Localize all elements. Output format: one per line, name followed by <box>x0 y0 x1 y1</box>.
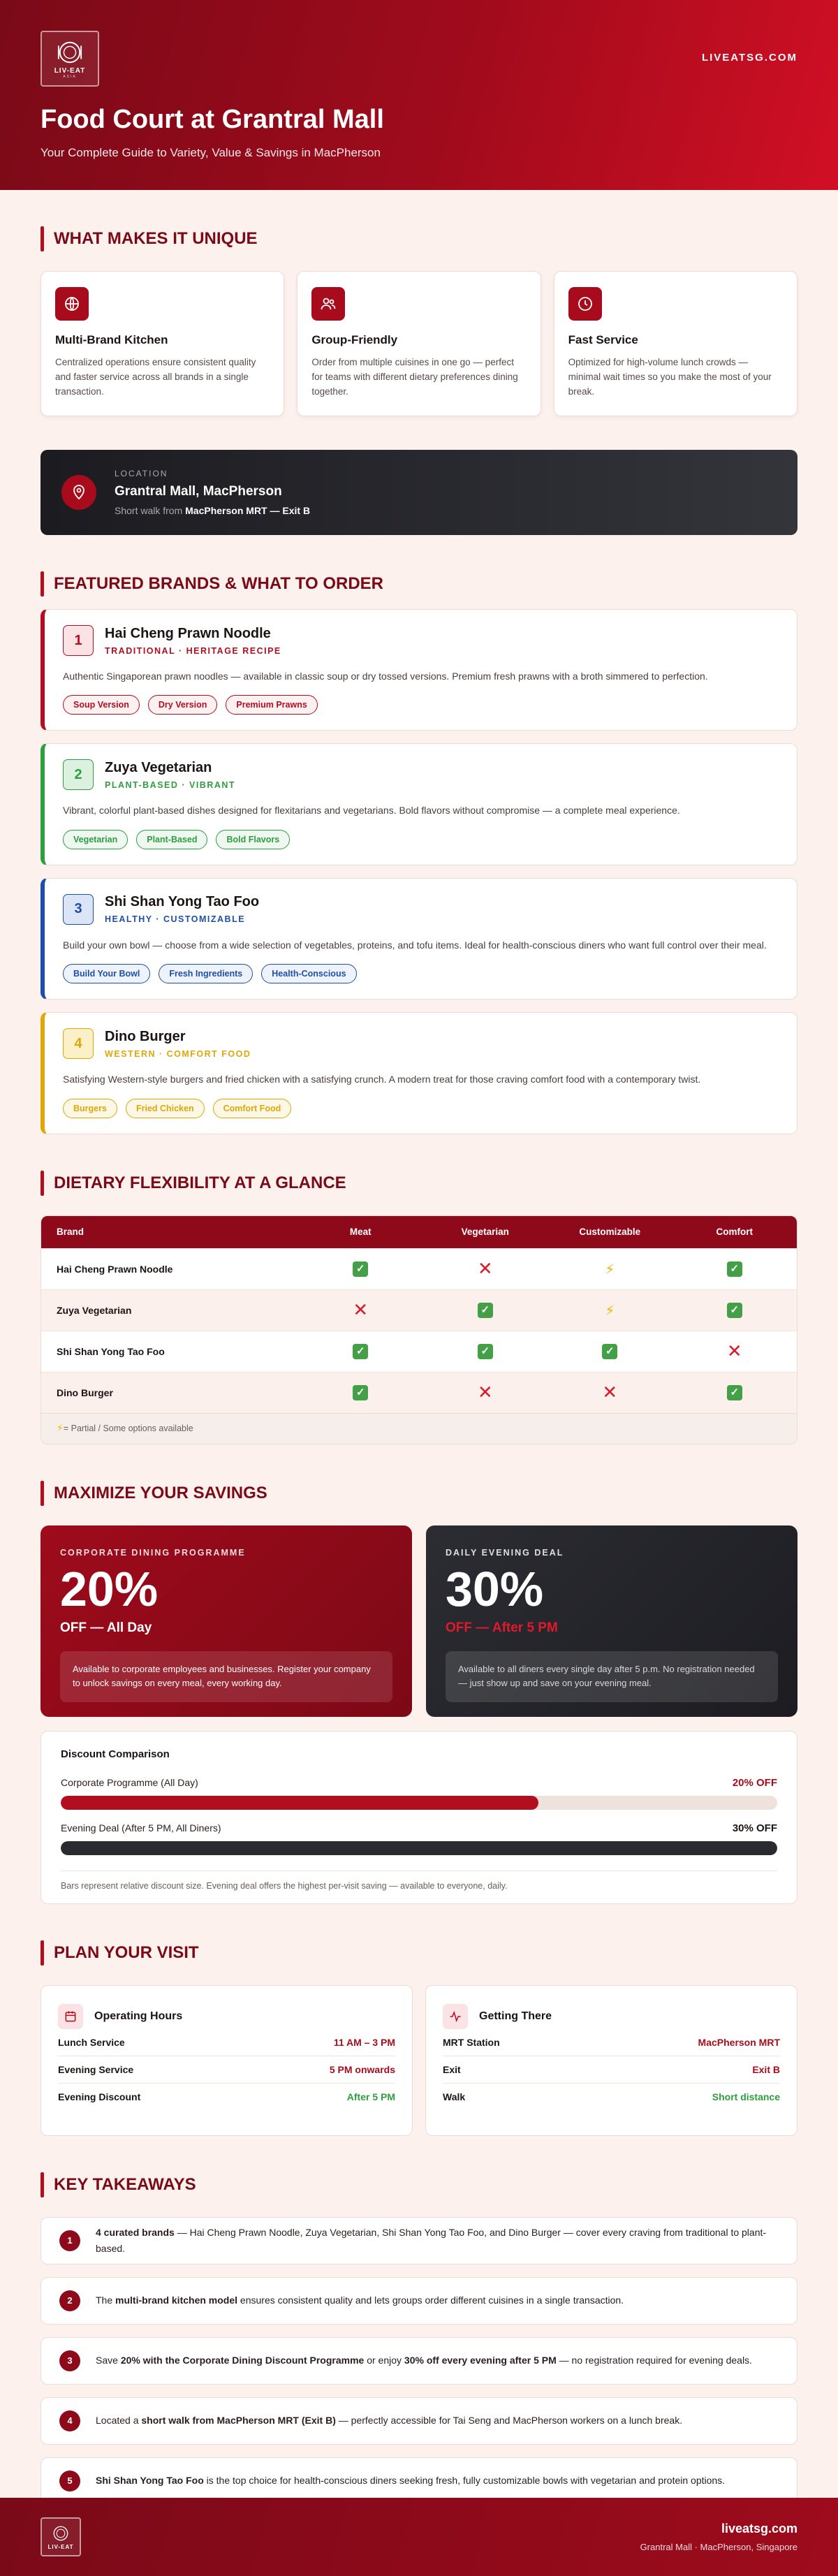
cross-icon: ✕ <box>477 1382 493 1403</box>
section-title-savings <box>41 1481 797 1506</box>
cross-icon: ✕ <box>602 1382 618 1403</box>
footer-logo[interactable] <box>41 2517 81 2556</box>
card-head <box>58 2004 395 2029</box>
brand-tagline: WESTERN · COMFORT FOOD <box>105 1048 251 1059</box>
info-value: 5 PM onwards <box>329 2063 395 2075</box>
comparison-row <box>61 1822 777 1855</box>
footer-url[interactable]: liveatsg.com <box>721 2522 797 2535</box>
lightning-icon: ⚡ <box>57 1423 64 1435</box>
info-row <box>58 2029 395 2056</box>
comparison-rows <box>61 1777 777 1855</box>
brands-list <box>41 609 797 1134</box>
section-title-text: KEY TAKEAWAYS <box>54 2174 196 2194</box>
info-key: MRT Station <box>443 2036 500 2048</box>
deal-desc: Available to all diners every single day after 5 p.m. No registration needed — just show up and save on your evening meal. <box>446 1651 778 1703</box>
brand-tag: Build Your Bowl <box>63 964 150 983</box>
table-row <box>41 1331 797 1372</box>
brand-tagline: PLANT-BASED · VIBRANT <box>105 780 236 790</box>
brand-head <box>63 759 779 790</box>
check-icon: ✓ <box>727 1261 742 1277</box>
dietary-table <box>41 1215 797 1444</box>
check-icon: ✓ <box>602 1344 617 1359</box>
section-bar <box>41 1940 44 1966</box>
brand-tag: Bold Flavors <box>216 830 290 849</box>
brand-number: 2 <box>63 759 94 790</box>
section-title-text: FEATURED BRANDS & WHAT TO ORDER <box>54 574 383 593</box>
comparison-label: Corporate Programme (All Day) <box>61 1776 198 1788</box>
site-link[interactable]: LIVEATSG.COM <box>701 52 797 64</box>
cross-icon: ✕ <box>726 1340 742 1362</box>
unique-card-text: Order from multiple cuisines in one go — perfect for teams with different dietary preferences dining together. <box>311 357 518 397</box>
takeaway-number: 2 <box>59 2290 80 2311</box>
takeaway-number: 5 <box>59 2471 80 2491</box>
table-row <box>41 1372 797 1413</box>
unique-card-multi-brand <box>41 271 284 416</box>
table-row <box>41 1248 797 1289</box>
brand-tags <box>63 830 779 849</box>
section-bar <box>41 571 44 597</box>
cross-icon: ✕ <box>477 1258 493 1280</box>
brand-tag: Burgers <box>63 1099 117 1118</box>
takeaway-item <box>41 2217 797 2264</box>
table-cell <box>672 1261 797 1277</box>
unique-card-fast <box>554 271 797 416</box>
section-title-text: PLAN YOUR VISIT <box>54 1942 199 1962</box>
section-title-unique <box>41 226 797 251</box>
brand-tag: Dry Version <box>148 695 217 715</box>
brand-head <box>63 894 779 925</box>
check-icon: ✓ <box>727 1385 742 1400</box>
comparison-fill <box>61 1796 538 1810</box>
table-cell <box>298 1261 422 1277</box>
brand-number: 4 <box>63 1028 94 1059</box>
table-cell <box>298 1344 422 1359</box>
section-bar <box>41 1481 44 1506</box>
table-cell <box>423 1258 547 1280</box>
unique-card-text: Centralized operations ensure consistent quality and faster service across all brands in a single transaction. <box>55 357 256 397</box>
brand-description: Build your own bowl — choose from a wide selection of vegetables, proteins, and tofu items. Ideal for health-conscious diners who want full control over their meal. <box>63 939 767 951</box>
table-cell <box>547 1261 672 1277</box>
deal-off: OFF — After 5 PM <box>446 1620 558 1635</box>
takeaway-item <box>41 2337 797 2385</box>
card-head <box>443 2004 780 2029</box>
corporate-deal-card <box>41 1525 412 1717</box>
discount-comparison <box>41 1731 797 1904</box>
takeaways-list <box>41 2217 797 2505</box>
takeaway-text: Save 20% with the Corporate Dining Discount Programme or enjoy 30% off every evening after 5 PM — no registration required for evening deals. <box>96 2355 752 2366</box>
unique-card-text: Optimized for high-volume lunch crowds — minimal wait times so you make the most of your break. <box>568 357 772 397</box>
brand-tag: Plant-Based <box>136 830 207 849</box>
info-value: After 5 PM <box>346 2091 395 2102</box>
unique-card-title: Group-Friendly <box>311 333 398 346</box>
lightning-icon: ⚡ <box>605 1260 615 1278</box>
comparison-foot: Bars represent relative discount size. Evening deal offers the highest per-visit saving — available to everyone, daily. <box>61 1871 777 1891</box>
info-row <box>58 2084 395 2110</box>
takeaway-text: Located a short walk from MacPherson MRT (Exit B) — perfectly accessible for Tai Seng and MacPherson workers on a lunch break. <box>96 2415 683 2427</box>
cross-icon: ✕ <box>353 1299 369 1321</box>
comparison-percent: 20% OFF <box>732 1776 777 1789</box>
comparison-label: Evening Deal (After 5 PM, All Diners) <box>61 1822 221 1834</box>
takeaway-item <box>41 2397 797 2445</box>
brand-tags <box>63 1099 779 1118</box>
check-icon: ✓ <box>353 1344 368 1359</box>
comparison-row <box>61 1777 777 1810</box>
brand-tag: Fried Chicken <box>126 1099 205 1118</box>
savings-cards <box>41 1525 797 1717</box>
page-title: Food Court at Grantral Mall <box>41 105 384 134</box>
brand-description: Authentic Singaporean prawn noodles — available in classic soup or dry tossed versions. Premium fresh prawns with a broth simmered to perfection. <box>63 671 708 682</box>
takeaway-number: 4 <box>59 2410 80 2431</box>
takeaway-number: 1 <box>59 2230 80 2251</box>
table-header-cell: Comfort <box>716 1227 753 1238</box>
group-icon <box>311 287 345 321</box>
info-row <box>58 2056 395 2084</box>
table-cell-brand: Dino Burger <box>57 1386 113 1398</box>
operating-hours-card <box>41 1985 413 2136</box>
info-row <box>443 2056 780 2084</box>
comparison-fill <box>61 1841 777 1855</box>
deal-label: CORPORATE DINING PROGRAMME <box>60 1547 246 1558</box>
table-cell <box>423 1344 547 1359</box>
info-key: Exit <box>443 2063 461 2075</box>
deal-label: DAILY EVENING DEAL <box>446 1547 564 1558</box>
location-banner <box>41 450 797 535</box>
info-value: MacPherson MRT <box>698 2036 780 2048</box>
section-title-brands <box>41 571 797 597</box>
table-cell <box>672 1385 797 1400</box>
brand-name: Dino Burger <box>105 1028 186 1044</box>
table-header-cell: Meat <box>349 1227 372 1238</box>
section-bar <box>41 2172 44 2197</box>
info-row <box>443 2084 780 2110</box>
table-row <box>41 1289 797 1331</box>
table-header-cell: Brand <box>57 1227 84 1238</box>
main-content <box>0 226 838 2505</box>
info-key: Evening Discount <box>58 2091 141 2102</box>
brand-tag: Premium Prawns <box>226 695 317 715</box>
lightning-icon: ⚡ <box>605 1301 615 1319</box>
table-cell-brand: Zuya Vegetarian <box>57 1304 132 1316</box>
info-value: Short distance <box>712 2091 780 2102</box>
takeaway-item <box>41 2277 797 2325</box>
brand-tags <box>63 695 779 715</box>
comparison-row-head <box>61 1777 777 1789</box>
logo-text: LIV-EAT <box>54 66 86 75</box>
brand-tag: Vegetarian <box>63 830 128 849</box>
check-icon: ✓ <box>478 1303 493 1318</box>
deal-off: OFF — All Day <box>60 1620 152 1635</box>
brand-name: Hai Cheng Prawn Noodle <box>105 625 271 641</box>
info-value: 11 AM – 3 PM <box>333 2036 395 2048</box>
brand-tagline: HEALTHY · CUSTOMIZABLE <box>105 914 246 925</box>
info-key: Walk <box>443 2091 466 2102</box>
table-header <box>41 1216 797 1248</box>
getting-there-card <box>425 1985 797 2136</box>
calendar-icon <box>58 2004 83 2029</box>
logo-text: LIV-EAT <box>47 2543 74 2550</box>
section-bar <box>41 1171 44 1196</box>
header <box>0 0 838 190</box>
card-title: Getting There <box>479 2010 552 2022</box>
table-header-cell: Customizable <box>579 1227 641 1238</box>
brand-head <box>63 625 779 656</box>
section-title-takeaways <box>41 2172 797 2197</box>
logo[interactable] <box>41 31 99 87</box>
brand-head <box>63 1028 779 1059</box>
takeaway-number: 3 <box>59 2350 80 2371</box>
brand-card <box>41 609 797 731</box>
footer <box>0 2498 838 2576</box>
logo-icon <box>52 2524 70 2542</box>
brand-description: Satisfying Western-style burgers and fried chicken with a satisfying crunch. A modern treat for those craving comfort food with a contemporary twist. <box>63 1074 701 1085</box>
table-cell <box>423 1303 547 1318</box>
brand-number: 3 <box>63 894 94 925</box>
table-note: ⚡ = Partial / Some options available <box>41 1413 797 1444</box>
evening-deal-card <box>426 1525 797 1717</box>
brand-tagline: TRADITIONAL · HERITAGE RECIPE <box>105 645 281 656</box>
deal-desc: Available to corporate employees and businesses. Register your company to unlock savings on every meal, every working day. <box>60 1651 392 1703</box>
section-title-text: MAXIMIZE YOUR SAVINGS <box>54 1483 267 1502</box>
check-icon: ✓ <box>353 1261 368 1277</box>
brand-card <box>41 1012 797 1134</box>
comparison-track <box>61 1841 777 1855</box>
page-subtitle: Your Complete Guide to Variety, Value & Savings in MacPherson <box>41 146 381 159</box>
brand-number: 1 <box>63 625 94 656</box>
comparison-row-head <box>61 1822 777 1834</box>
info-key: Lunch Service <box>58 2036 125 2048</box>
takeaway-text: 4 curated brands — Hai Cheng Prawn Noodle, Zuya Vegetarian, Shi Shan Yong Tao Foo, and Dino Burger — cover every craving from traditional to plant-based. <box>96 2227 767 2254</box>
section-title-dietary <box>41 1171 797 1196</box>
brand-name: Shi Shan Yong Tao Foo <box>105 894 260 910</box>
section-bar <box>41 226 44 251</box>
table-cell <box>672 1303 797 1318</box>
takeaway-text: Shi Shan Yong Tao Foo is the top choice for health-conscious diners seeking fresh, fully customizable bowls with vegetarian and protein options. <box>96 2475 726 2487</box>
brand-tag: Health-Conscious <box>261 964 356 983</box>
info-value: Exit B <box>752 2063 780 2075</box>
comparison-percent: 30% OFF <box>732 1822 777 1834</box>
location-walk: Short walk from MacPherson MRT — Exit B <box>115 505 311 516</box>
table-cell <box>547 1344 672 1359</box>
check-icon: ✓ <box>478 1344 493 1359</box>
activity-icon <box>443 2004 468 2029</box>
table-cell <box>298 1299 422 1321</box>
footer-address: Grantral Mall · MacPherson, Singapore <box>640 2542 797 2552</box>
brand-description: Vibrant, colorful plant-based dishes designed for flexitarians and vegetarians. Bold flavors without compromise — a complete meal experience. <box>63 805 680 817</box>
deal-percent: 20% <box>60 1561 159 1616</box>
brand-card <box>41 743 797 865</box>
brand-tag: Fresh Ingredients <box>159 964 253 983</box>
table-cell <box>423 1382 547 1403</box>
brand-name: Zuya Vegetarian <box>105 759 212 775</box>
info-row <box>443 2029 780 2056</box>
unique-card-title: Fast Service <box>568 333 638 346</box>
check-icon: ✓ <box>353 1385 368 1400</box>
table-cell-brand: Hai Cheng Prawn Noodle <box>57 1263 173 1275</box>
visit-cards <box>41 1985 797 2136</box>
clock-icon <box>568 287 602 321</box>
table-header-cell: Vegetarian <box>461 1227 509 1238</box>
deal-percent: 30% <box>446 1561 544 1616</box>
table-cell <box>298 1385 422 1400</box>
map-pin-icon <box>61 475 96 510</box>
unique-card-group <box>297 271 541 416</box>
logo-icon <box>57 39 83 66</box>
takeaway-text: The multi-brand kitchen model ensures consistent quality and lets groups order different cuisines in a single transaction. <box>96 2295 624 2306</box>
section-title-text: DIETARY FLEXIBILITY AT A GLANCE <box>54 1173 346 1192</box>
globe-icon <box>55 287 89 321</box>
table-cell <box>672 1340 797 1362</box>
table-cell <box>547 1303 672 1318</box>
section-title-visit <box>41 1940 797 1966</box>
card-title: Operating Hours <box>94 2010 183 2022</box>
brand-tag: Comfort Food <box>213 1099 292 1118</box>
unique-grid <box>41 271 797 416</box>
brand-card <box>41 878 797 1000</box>
table-cell <box>547 1382 672 1403</box>
location-title: Grantral Mall, MacPherson <box>115 484 282 499</box>
table-cell-brand: Shi Shan Yong Tao Foo <box>57 1345 165 1357</box>
info-key: Evening Service <box>58 2063 134 2075</box>
brand-tags <box>63 964 779 983</box>
table-body <box>41 1248 797 1413</box>
check-icon: ✓ <box>727 1303 742 1318</box>
brand-tag: Soup Version <box>63 695 140 715</box>
section-title-text: WHAT MAKES IT UNIQUE <box>54 229 258 248</box>
comparison-track <box>61 1796 777 1810</box>
unique-card-title: Multi-Brand Kitchen <box>55 333 168 346</box>
location-label: LOCATION <box>115 469 168 478</box>
logo-sub: ASIA <box>63 74 77 79</box>
comparison-title: Discount Comparison <box>61 1748 170 1760</box>
